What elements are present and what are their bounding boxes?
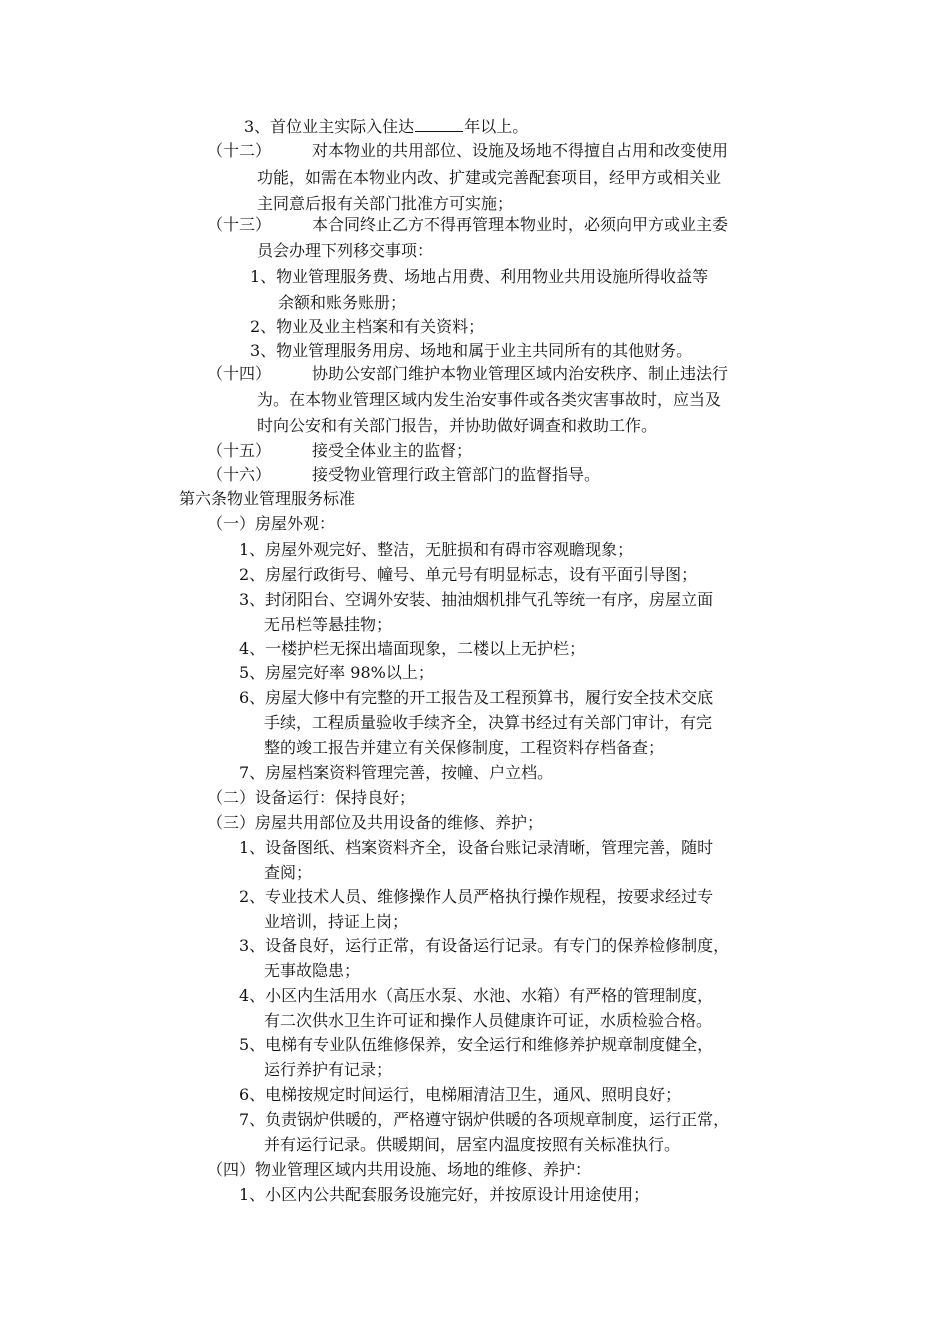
text-line: 3、物业管理服务用房、场地和属于业主共同所有的其他财务。 — [250, 341, 693, 360]
text-line: 协助公安部门维护本物业管理区域内治安秩序、制止违法行 — [312, 364, 729, 383]
text-segment: 年以上。 — [464, 117, 529, 136]
text-line: 3、封闭阳台、空调外安装、抽油烟机排气孔等统一有序，房屋立面 — [239, 590, 714, 609]
text-line: 有二次供水卫生许可证和操作人员健康许可证，水质检验合格。 — [264, 1011, 713, 1030]
text-line: 功能，如需在本物业内改、扩建或完善配套项目，经甲方或相关业 — [257, 168, 722, 187]
text-line: 6、电梯按规定时间运行，电梯厢清洁卫生，通风、照明良好； — [239, 1085, 682, 1104]
text-line: 1、小区内公共配套服务设施完好，并按原设计用途使用； — [239, 1185, 650, 1204]
text-line: 并有运行记录。供暖期间，居室内温度按照有关标准执行。 — [264, 1135, 681, 1154]
text-line: 7、房屋档案资料管理完善，按幢、户立档。 — [239, 763, 554, 782]
clause-number: （十二） — [207, 141, 272, 160]
text-line: 余额和账务账册； — [278, 293, 407, 312]
text-line: 3、设备良好，运行正常，有设备运行记录。有专门的保养检修制度， — [239, 936, 730, 955]
clause-number: （十四） — [207, 364, 272, 383]
text-segment: 3、首位业主实际入住达 — [244, 117, 415, 136]
text-line: 7、负责锅炉供暖的，严格遵守锅炉供暖的各项规章制度，运行正常， — [239, 1110, 730, 1129]
fill-in-blank — [415, 117, 463, 132]
text-line: 对本物业的共用部位、设施及场地不得擅自占用和改变使用 — [312, 141, 729, 160]
text-line: 6、房屋大修中有完整的开工报告及工程预算书，履行安全技术交底 — [239, 688, 714, 707]
text-line: 1、设备图纸、档案资料齐全，设备台账记录清晰，管理完善，随时 — [239, 838, 714, 857]
text-line: 接受全体业主的监督； — [312, 441, 473, 460]
text-line: 为。在本物业管理区域内发生治安事件或各类灾害事故时，应当及 — [257, 390, 722, 409]
text-line: 员会办理下列移交事项： — [257, 241, 434, 260]
text-line: 查阅； — [264, 863, 313, 882]
text-line: 2、专业技术人员、维修操作人员严格执行操作规程，按要求经过专 — [239, 887, 714, 906]
section-heading: 第六条物业管理服务标准 — [179, 489, 356, 508]
text-line: 无吊栏等悬挂物； — [264, 615, 393, 634]
text-line: 无事故隐患； — [264, 961, 361, 980]
text-line: 业培训，持证上岗； — [264, 912, 409, 931]
subsection-heading: （四）物业管理区域内共用设施、场地的维修、养护： — [207, 1160, 592, 1179]
text-line: 主同意后报有关部门批准方可实施； — [257, 194, 514, 213]
text-line: 2、房屋行政街号、幢号、单元号有明显标志，设有平面引导图； — [239, 565, 698, 584]
text-line: 1、房屋外观完好、整洁，无脏损和有碍市容观瞻现象； — [239, 540, 634, 559]
text-line: 接受物业管理行政主管部门的监督指导。 — [312, 465, 601, 484]
clause-number: （十六） — [207, 465, 272, 484]
clause-number: （十三） — [207, 215, 272, 234]
text-line: 时向公安和有关部门报告，并协助做好调查和救助工作。 — [257, 416, 658, 435]
subsection-heading: （一）房屋外观： — [207, 514, 336, 533]
clause-number: （十五） — [207, 441, 272, 460]
text-line: 4、一楼护栏无探出墙面现象，二楼以上无护栏； — [239, 639, 586, 658]
text-line: 5、房屋完好率 98%以上； — [239, 663, 434, 682]
subsection-heading: （二）设备运行：保持良好； — [207, 788, 416, 807]
text-line — [244, 117, 528, 135]
subsection-heading: （三）房屋共用部位及共用设备的维修、养护； — [207, 813, 544, 832]
text-line: 手续，工程质量验收手续齐全，决算书经过有关部门审计，有完 — [264, 713, 713, 732]
text-line: 4、小区内生活用水（高压水泵、水池、水箱）有严格的管理制度， — [239, 986, 714, 1005]
text-line: 运行养护有记录； — [264, 1060, 393, 1079]
text-line: 整的竣工报告并建立有关保修制度，工程资料存档备查； — [264, 738, 665, 757]
text-line: 1、物业管理服务费、场地占用费、利用物业共用设施所得收益等 — [250, 267, 709, 286]
text-line: 5、电梯有专业队伍维修保养，安全运行和维修养护规章制度健全， — [239, 1035, 714, 1054]
text-line: 本合同终止乙方不得再管理本物业时，必须向甲方或业主委 — [312, 215, 729, 234]
text-line: 2、物业及业主档案和有关资料； — [250, 317, 485, 336]
